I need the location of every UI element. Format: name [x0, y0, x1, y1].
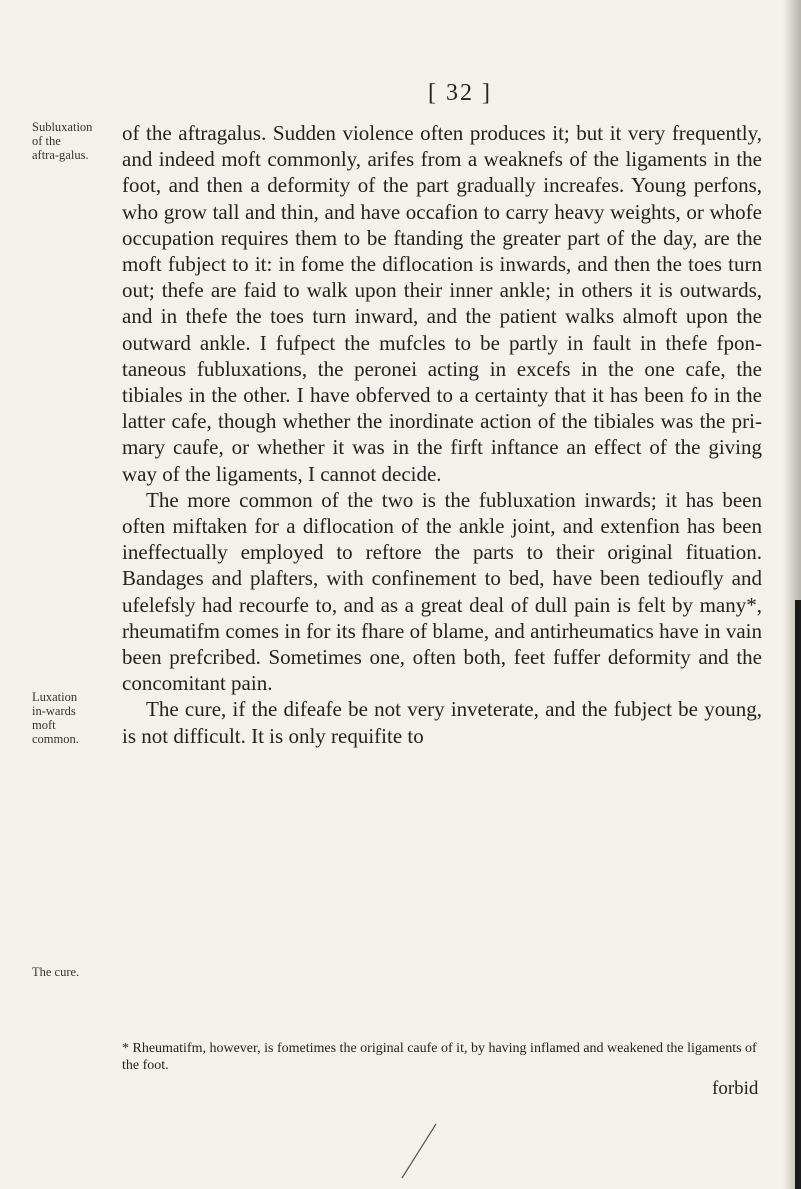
- pen-mark-icon: [400, 1120, 440, 1180]
- paragraph: The more common of the two is the fubluxation inwards; it has been often miftaken for a diflocation of the ankle joint, and extenfion has been ineffectually employed to reftore the parts to their original fituation. Bandages and plafters, with confinement to bed, have been tedioufly and ufelefsly had recourfe to, and as a great deal of dull pain is felt by many*, rheumatifm comes in for its fhare of blame, and antirheumatics have in vain been prefcribed. Sometimes one, often both, feet fuffer deformity and the concomitant pain.: [122, 487, 762, 696]
- paragraph: of the aftragalus. Sudden violence often produces it; but it very frequently, and indeed moft commonly, arifes from a weaknefs of the ligaments in the foot, and then a deformity of the part gradually increafes. Young perfons, who grow tall and thin, and have occafion to carry heavy weights, or whofe occupation requires them to be ftanding the greater part of the day, are the moft fubject to it: in fome the diflocation is inwards, and then the toes turn out; thefe are faid to walk upon their inner ankle; in others it is outwards, and in thefe the toes turn inward, and the patient walks almoft upon the outward ankle. I fufpect the mufcles to be partly in fault in thefe fpon-taneous fubluxations, the peronei acting in excefs in the one cafe, the tibiales in the other. I have obferved to a certainty that it has been fo in the latter cafe, though whether the inordinate action of the tibiales was the pri-mary caufe, or whether it was in the firft inftance an effect of the giving way of the ligaments, I cannot decide.: [122, 121, 762, 486]
- page-number: [ 32 ]: [428, 80, 492, 106]
- margin-note-luxation: Luxation in-wards moft common.: [32, 690, 79, 746]
- paragraph: The cure, if the difeafe be not very inveterate, and the fubject be young, is not difficult. It is only requifite to: [122, 697, 762, 748]
- page-edge-bar: [795, 600, 801, 1189]
- footnote: * Rheumatifm, however, is fometimes the original caufe of it, by having inflamed and weakened the ligaments of the foot.: [122, 1041, 757, 1073]
- margin-note-subluxation: Subluxation of the aftra-galus.: [32, 120, 93, 162]
- body-text: [122, 120, 762, 749]
- catchword: forbid: [712, 1078, 759, 1099]
- margin-note-cure: The cure.: [32, 965, 80, 979]
